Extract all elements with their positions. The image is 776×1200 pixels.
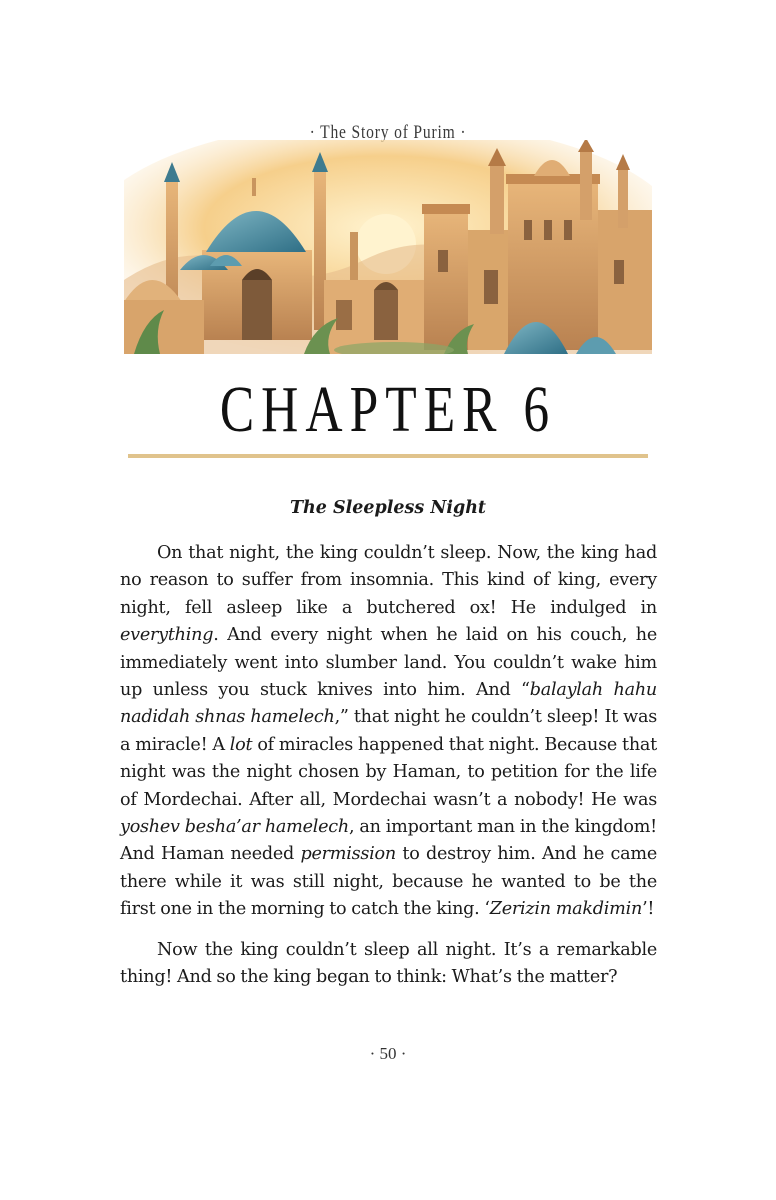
divider-rule <box>128 454 648 458</box>
italic-run: permission <box>300 844 396 865</box>
palace-illustration <box>124 140 652 354</box>
text-run: . And every night when he laid on his couch, he immediately went into slumber land. You couldn’t wake him up unless you stuck knives into him. And “ <box>120 625 657 701</box>
page-number: · 50 · <box>369 1044 407 1063</box>
italic-run: everything <box>120 625 214 646</box>
paragraph-2: Now the king couldn’t sleep all night. It’s a remarkable thing! And so the king began to think: What’s the matter? <box>120 939 657 988</box>
text-run: On that night, the king couldn’t sleep. Now, the king had no reason to suffer from insomnia. This kind of king, every night, fell asleep like a butchered ox! He indulged in <box>120 543 657 618</box>
chapter-title: CHAPTER 6 <box>219 373 557 446</box>
running-head: · The Story of Purim · <box>309 122 467 143</box>
italic-run: balaylah hahu nadidah shnas hamelech <box>120 680 657 728</box>
italic-run: Zerizin makdimin <box>489 899 643 920</box>
text-run: of miracles happened that night. Because that night was the night chosen by Haman, to petition for the life of Mordechai. After all, Mordechai wasn’t a nobody! He was <box>120 734 657 810</box>
text-run: ,” that night he couldn’t sleep! It was a miracle! A <box>120 707 657 755</box>
section-heading: The Sleepless Night <box>289 498 487 518</box>
text-run: , an important man in the kingdom! And Haman needed <box>120 817 657 865</box>
paragraph-1 <box>120 540 657 924</box>
text-run: to destroy him. And he came there while it was still night, because he wanted to be the first one in the morning to catch the king. ‘ <box>120 844 657 920</box>
italic-run: lot <box>229 734 253 755</box>
italic-run: yoshev besha’ar hamelech <box>120 817 349 838</box>
text-run: ’! <box>642 899 655 920</box>
body-text <box>120 540 657 1005</box>
